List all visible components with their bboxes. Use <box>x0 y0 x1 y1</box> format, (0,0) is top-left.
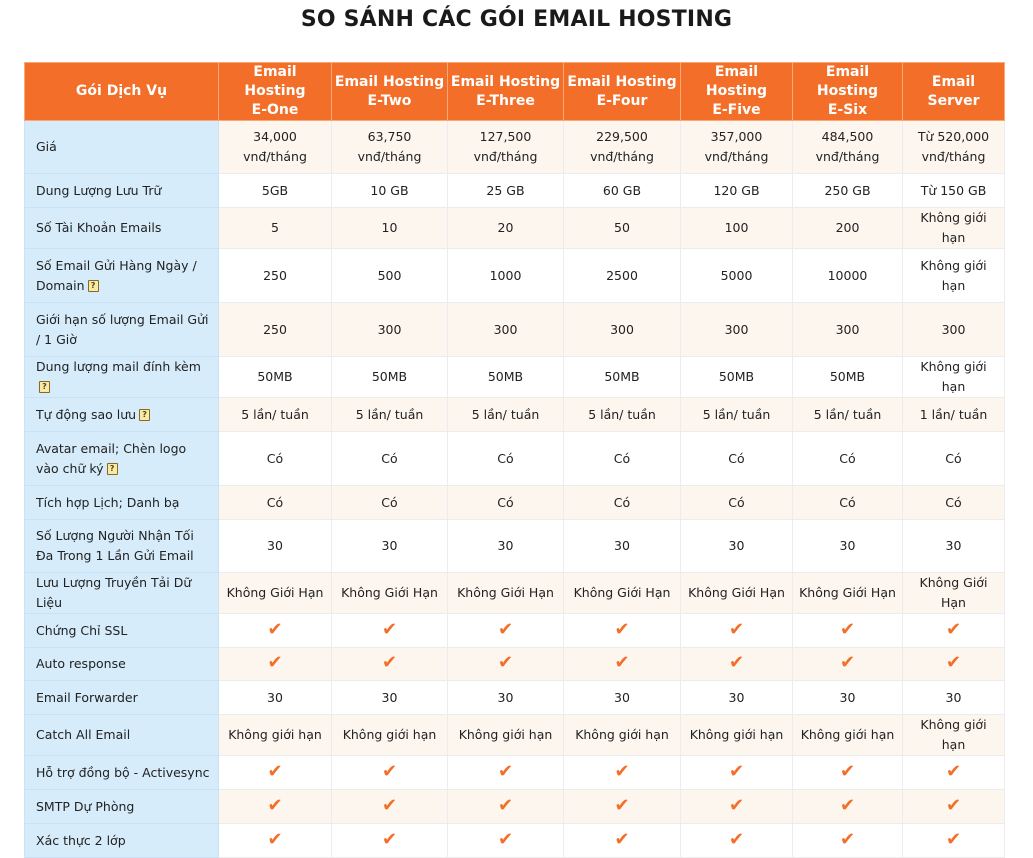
row-label-text: Lưu Lượng Truyền Tải Dữ Liệu <box>36 575 192 610</box>
table-cell: 300 <box>564 303 681 357</box>
table-cell: Có <box>219 486 332 520</box>
row-label <box>25 614 219 648</box>
check-icon: ✔ <box>381 828 398 850</box>
table-cell: Từ 150 GB <box>903 174 1005 208</box>
table-cell <box>564 756 681 790</box>
row-label-text: Tự động sao lưu <box>36 406 137 422</box>
table-cell: Có <box>332 486 448 520</box>
check-icon: ✔ <box>945 828 962 850</box>
check-icon: ✔ <box>497 828 514 850</box>
table-cell <box>564 790 681 824</box>
header-service-label: Gói Dịch Vụ <box>25 63 219 121</box>
row-label <box>25 249 219 303</box>
row-label <box>25 681 219 715</box>
table-cell: 10 <box>332 208 448 249</box>
row-label <box>25 790 219 824</box>
table-cell: 30 <box>332 520 448 573</box>
row-label <box>25 398 219 432</box>
check-icon: ✔ <box>839 760 856 782</box>
table-cell: 229,500 vnđ/tháng <box>564 121 681 174</box>
check-icon: ✔ <box>267 760 283 782</box>
table-cell: Có <box>793 486 903 520</box>
table-row <box>25 573 1005 614</box>
table-cell <box>332 824 448 858</box>
check-icon: ✔ <box>381 760 398 782</box>
check-icon: ✔ <box>497 794 514 816</box>
table-cell: 2500 <box>564 249 681 303</box>
table-cell <box>448 756 564 790</box>
header-plan-e-six: Email Hosting E-Six <box>793 63 903 121</box>
table-cell: 5 lần/ tuần <box>681 398 793 432</box>
check-icon: ✔ <box>945 618 962 640</box>
table-cell: 30 <box>681 681 793 715</box>
table-cell <box>681 790 793 824</box>
table-cell: 30 <box>793 681 903 715</box>
table-cell: 250 <box>219 303 332 357</box>
table-cell: Không Giới Hạn <box>793 573 903 614</box>
table-cell: Có <box>564 486 681 520</box>
check-icon: ✔ <box>267 618 283 640</box>
row-label <box>25 573 219 614</box>
check-icon: ✔ <box>839 652 856 673</box>
table-cell <box>219 648 332 681</box>
table-cell <box>332 790 448 824</box>
table-cell: 50MB <box>332 357 448 398</box>
table-cell <box>219 790 332 824</box>
table-cell: Không Giới Hạn <box>903 573 1005 614</box>
check-icon: ✔ <box>614 794 630 816</box>
table-cell: 30 <box>448 681 564 715</box>
table-row <box>25 357 1005 398</box>
table-cell: Có <box>448 432 564 486</box>
table-row <box>25 648 1005 681</box>
table-cell: 5 lần/ tuần <box>564 398 681 432</box>
table-cell: 5 <box>219 208 332 249</box>
table-cell: 50MB <box>448 357 564 398</box>
table-cell: Không Giới Hạn <box>564 573 681 614</box>
row-label-text: Số Lượng Người Nhận Tối Đa Trong 1 Lần Gửi Email <box>36 528 194 563</box>
check-icon: ✔ <box>839 618 856 640</box>
table-cell: Không giới hạn <box>903 208 1005 249</box>
table-cell: 30 <box>903 520 1005 573</box>
table-cell: 1 lần/ tuần <box>903 398 1005 432</box>
row-label <box>25 174 219 208</box>
table-cell: 50MB <box>793 357 903 398</box>
table-cell <box>793 824 903 858</box>
table-row <box>25 824 1005 858</box>
table-row <box>25 432 1005 486</box>
table-row <box>25 174 1005 208</box>
table-cell: 120 GB <box>681 174 793 208</box>
check-icon: ✔ <box>839 828 856 850</box>
table-row <box>25 715 1005 756</box>
row-label-text: Giới hạn số lượng Email Gửi / 1 Giờ <box>36 311 209 347</box>
row-label <box>25 648 219 681</box>
table-cell: 20 <box>448 208 564 249</box>
table-cell: 5000 <box>681 249 793 303</box>
check-icon: ✔ <box>614 828 630 850</box>
table-cell: Có <box>793 432 903 486</box>
table-cell: 30 <box>681 520 793 573</box>
comparison-table <box>24 62 1005 858</box>
row-label <box>25 303 219 357</box>
table-cell: 10000 <box>793 249 903 303</box>
table-cell <box>219 756 332 790</box>
table-cell <box>332 648 448 681</box>
table-cell <box>448 790 564 824</box>
header-plan-e-four: Email Hosting E-Four <box>564 63 681 121</box>
table-row <box>25 486 1005 520</box>
row-label-text: Tích hợp Lịch; Danh bạ <box>36 494 180 510</box>
table-cell <box>681 756 793 790</box>
table-cell <box>681 614 793 648</box>
row-label <box>25 756 219 790</box>
table-cell <box>448 614 564 648</box>
check-icon: ✔ <box>839 794 856 816</box>
table-cell: 300 <box>681 303 793 357</box>
check-icon: ✔ <box>381 618 398 640</box>
row-label <box>25 208 219 249</box>
check-icon: ✔ <box>945 652 962 673</box>
page-title: SO SÁNH CÁC GÓI EMAIL HOSTING <box>300 7 733 32</box>
table-row <box>25 208 1005 249</box>
row-label-text: Dung lượng mail đính kèm <box>36 359 201 374</box>
table-cell <box>903 756 1005 790</box>
table-cell: 5 lần/ tuần <box>793 398 903 432</box>
row-label <box>25 824 219 858</box>
check-icon: ✔ <box>945 794 962 816</box>
check-icon: ✔ <box>728 652 745 673</box>
table-cell: 300 <box>903 303 1005 357</box>
table-cell <box>564 614 681 648</box>
table-cell: 50MB <box>681 357 793 398</box>
row-label <box>25 121 219 174</box>
table-cell: 200 <box>793 208 903 249</box>
table-cell: Có <box>681 486 793 520</box>
check-icon: ✔ <box>381 794 398 816</box>
table-cell: 5 lần/ tuần <box>332 398 448 432</box>
row-label-text: Auto response <box>36 656 126 671</box>
row-label-text: Chứng Chỉ SSL <box>36 622 128 638</box>
table-cell: Không Giới Hạn <box>681 573 793 614</box>
row-label-text: Xác thực 2 lớp <box>36 832 126 848</box>
table-cell <box>903 824 1005 858</box>
table-row <box>25 398 1005 432</box>
table-cell: Không giới hạn <box>903 715 1005 756</box>
table-cell: Có <box>332 432 448 486</box>
row-label <box>25 432 219 486</box>
table-row <box>25 121 1005 174</box>
table-cell: 357,000 vnđ/tháng <box>681 121 793 174</box>
check-icon: ✔ <box>267 794 283 816</box>
row-label-text: Dung Lượng Lưu Trữ <box>36 182 162 198</box>
table-cell <box>564 648 681 681</box>
check-icon: ✔ <box>267 828 283 850</box>
check-icon: ✔ <box>497 618 514 640</box>
check-icon: ✔ <box>728 828 745 850</box>
table-cell: 5 lần/ tuần <box>448 398 564 432</box>
row-label <box>25 520 219 573</box>
table-row <box>25 249 1005 303</box>
table-cell: 63,750 vnđ/tháng <box>332 121 448 174</box>
header-plan-email-server: Email Server <box>903 63 1005 121</box>
table-cell <box>681 824 793 858</box>
check-icon: ✔ <box>497 760 514 782</box>
table-cell: 34,000 vnđ/tháng <box>219 121 332 174</box>
table-cell: 484,500 vnđ/tháng <box>793 121 903 174</box>
table-cell <box>903 614 1005 648</box>
table-cell: 30 <box>903 681 1005 715</box>
check-icon: ✔ <box>497 652 514 673</box>
row-label-text: Giá <box>36 139 57 154</box>
check-icon: ✔ <box>945 760 962 782</box>
table-row <box>25 681 1005 715</box>
table-cell: 300 <box>793 303 903 357</box>
table-cell <box>332 614 448 648</box>
table-cell <box>903 790 1005 824</box>
row-label-text: Hỗ trợ đồng bộ - Activesync <box>36 764 210 780</box>
check-icon: ✔ <box>614 652 630 673</box>
row-label-text: Số Email Gửi Hàng Ngày / Domain <box>36 257 197 293</box>
check-icon: ✔ <box>728 618 745 640</box>
table-row <box>25 303 1005 357</box>
table-cell: 30 <box>564 681 681 715</box>
table-cell: Không giới hạn <box>564 715 681 756</box>
table-row <box>25 790 1005 824</box>
table-cell: Có <box>681 432 793 486</box>
table-cell: 300 <box>332 303 448 357</box>
check-icon: ✔ <box>381 652 398 673</box>
table-cell <box>219 614 332 648</box>
table-cell: Không Giới Hạn <box>448 573 564 614</box>
table-cell <box>793 790 903 824</box>
table-cell: Không giới hạn <box>448 715 564 756</box>
table-cell <box>793 756 903 790</box>
table-cell: Từ 520,000 vnđ/tháng <box>903 121 1005 174</box>
row-label-text: SMTP Dự Phòng <box>36 798 135 814</box>
table-cell: Không Giới Hạn <box>332 573 448 614</box>
table-cell: Có <box>219 432 332 486</box>
table-cell <box>332 756 448 790</box>
table-cell: 50MB <box>219 357 332 398</box>
check-icon: ✔ <box>614 618 630 640</box>
table-cell: Không giới hạn <box>332 715 448 756</box>
row-label-text: Avatar email; Chèn logo vào chữ ký <box>36 440 187 476</box>
header-plan-e-three: Email Hosting E-Three <box>448 63 564 121</box>
table-cell: Không giới hạn <box>903 249 1005 303</box>
table-cell: 50MB <box>564 357 681 398</box>
row-label <box>25 357 219 398</box>
table-cell: 250 <box>219 249 332 303</box>
table-cell: 5GB <box>219 174 332 208</box>
table-cell: 30 <box>564 520 681 573</box>
row-label-text: Email Forwarder <box>36 689 138 705</box>
row-label-text: Số Tài Khoản Emails <box>36 220 162 235</box>
table-cell: 100 <box>681 208 793 249</box>
table-cell <box>793 614 903 648</box>
table-cell <box>448 648 564 681</box>
table-cell: 60 GB <box>564 174 681 208</box>
table-cell: 25 GB <box>448 174 564 208</box>
table-header-row <box>25 63 1005 121</box>
table-cell: 30 <box>448 520 564 573</box>
table-cell: Không giới hạn <box>681 715 793 756</box>
row-label <box>25 486 219 520</box>
table-cell: 1000 <box>448 249 564 303</box>
table-cell: 10 GB <box>332 174 448 208</box>
help-icon[interactable]: ? <box>139 409 150 421</box>
table-cell <box>681 648 793 681</box>
table-cell: Không giới hạn <box>793 715 903 756</box>
table-cell: Có <box>903 432 1005 486</box>
row-label-text: Catch All Email <box>36 727 131 742</box>
table-cell: 250 GB <box>793 174 903 208</box>
table-cell: 30 <box>793 520 903 573</box>
table-cell <box>903 648 1005 681</box>
table-cell: 30 <box>219 520 332 573</box>
table-cell <box>793 648 903 681</box>
table-cell: 500 <box>332 249 448 303</box>
check-icon: ✔ <box>728 760 745 782</box>
table-cell: Có <box>564 432 681 486</box>
table-row <box>25 520 1005 573</box>
table-cell: Không giới hạn <box>219 715 332 756</box>
help-icon[interactable]: ? <box>107 463 118 475</box>
table-row <box>25 756 1005 790</box>
table-cell: 30 <box>332 681 448 715</box>
table-cell: 50 <box>564 208 681 249</box>
table-cell: 30 <box>219 681 332 715</box>
header-plan-e-five: Email Hosting E-Five <box>681 63 793 121</box>
help-icon[interactable]: ? <box>88 280 99 292</box>
check-icon: ✔ <box>267 652 283 673</box>
table-cell <box>564 824 681 858</box>
table-cell: 5 lần/ tuần <box>219 398 332 432</box>
table-cell: 300 <box>448 303 564 357</box>
check-icon: ✔ <box>728 794 745 816</box>
table-cell <box>219 824 332 858</box>
table-cell <box>448 824 564 858</box>
help-icon[interactable]: ? <box>39 381 50 393</box>
check-icon: ✔ <box>614 760 630 782</box>
table-cell: Có <box>903 486 1005 520</box>
table-cell: 127,500 vnđ/tháng <box>448 121 564 174</box>
table-cell: Có <box>448 486 564 520</box>
table-cell: Không Giới Hạn <box>219 573 332 614</box>
table-cell: Không giới hạn <box>903 357 1005 398</box>
table-row <box>25 614 1005 648</box>
row-label <box>25 715 219 756</box>
header-plan-e-one: Email Hosting E-One <box>219 63 332 121</box>
header-plan-e-two: Email Hosting E-Two <box>332 63 448 121</box>
